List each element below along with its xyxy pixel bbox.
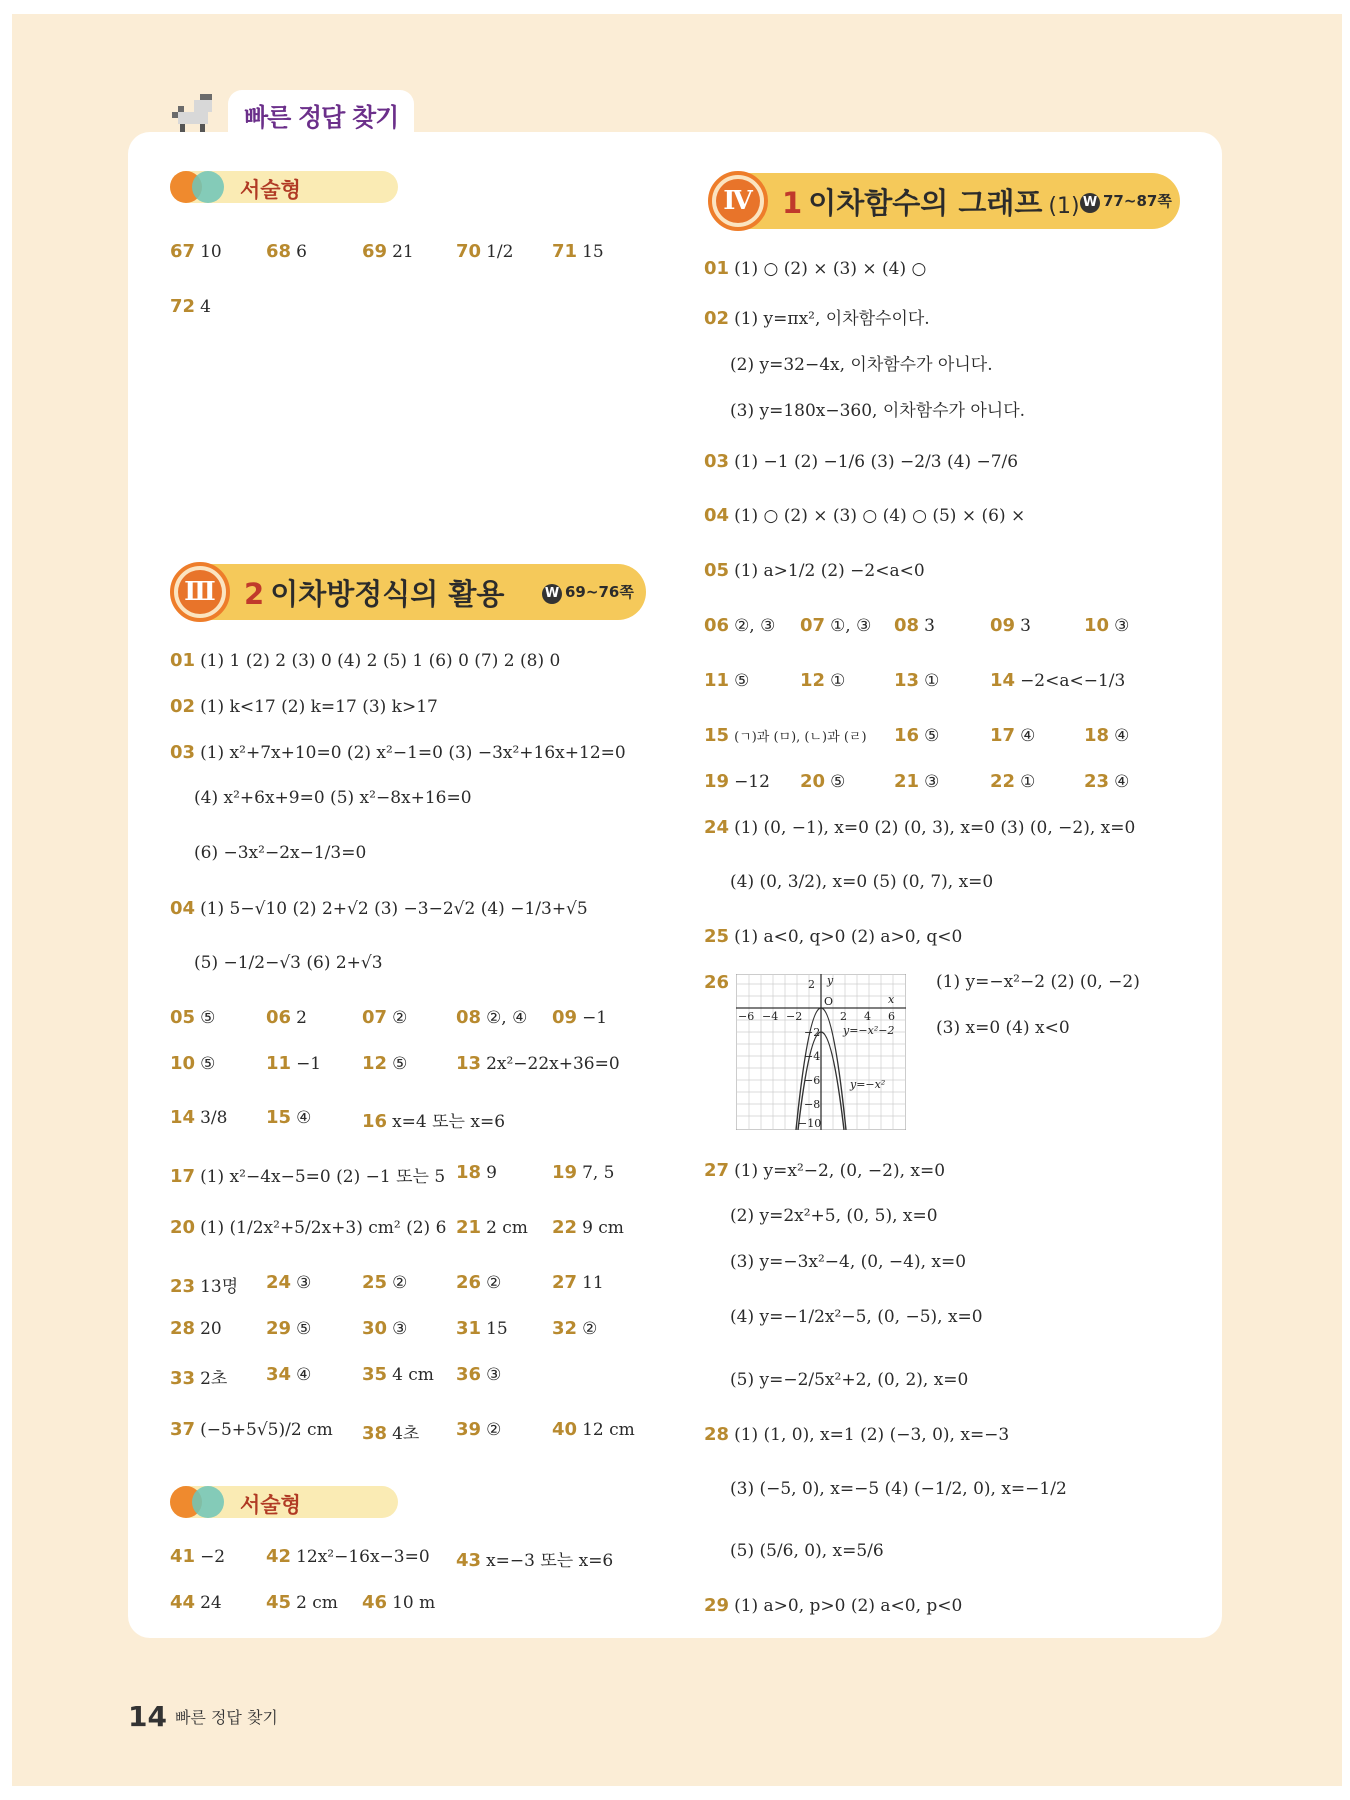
answer-item: 15 ④ [266,1107,312,1128]
answer-item: 28 (1) (1, 0), x=1 (2) (−3, 0), x=−3 [704,1424,1010,1445]
answer-item: 20 ⑤ [800,771,846,792]
answer-item: 06 2 [266,1007,307,1028]
answer-item: 01 (1) 1 (2) 2 (3) 0 (4) 2 (5) 1 (6) 0 (7) 2 (8) 0 [170,650,561,671]
answer-item: 27 11 [552,1272,604,1293]
answer-item: (3) y=−3x²−4, (0, −4), x=0 [730,1252,967,1272]
answer-item: 19 −12 [704,771,770,792]
unit-banner-4 [710,173,1180,229]
parabola-graph [736,974,906,1130]
horse-mascot-icon [170,92,216,134]
answer-item: 34 ④ [266,1364,312,1385]
answer-item: 45 2 cm [266,1592,338,1613]
answer-item: 06 ②, ③ [704,615,776,636]
answer-item: 68 6 [266,241,307,262]
answer-item: 24 ③ [266,1272,312,1293]
answer-item: 02 (1) k<17 (2) k=17 (3) k>17 [170,696,438,717]
unit-title: 이차방정식의 활용 [270,577,505,611]
answer-item: 70 1/2 [456,241,514,262]
answer-item: 46 10 m [362,1592,436,1613]
x-tick: 4 [864,1010,871,1023]
answer-item: 21 2 cm [456,1217,528,1238]
answer-item: 11 −1 [266,1053,322,1074]
answer-item: 16 x=4 또는 x=6 [362,1111,506,1132]
answer-item: (5) −1/2−√3 (6) 2+√3 [194,953,383,973]
bead-icon [192,1486,224,1518]
answer-item: 69 21 [362,241,414,262]
unit-roman-badge: Ⅲ [170,562,230,622]
answer-item: 31 15 [456,1318,508,1339]
bead-icon [192,171,224,203]
answer-item: 23 13명 [170,1276,239,1297]
answer-item: 13 2x²−22x+36=0 [456,1053,620,1074]
answer-item: 18 ④ [1084,725,1130,746]
x-tick: −4 [762,1010,779,1023]
answer-item: 13 ① [894,670,940,691]
answer-item: (3) y=180x−360, 이차함수가 아니다. [730,401,1026,421]
answer-item: (4) (0, 3/2), x=0 (5) (0, 7), x=0 [730,872,994,892]
answer-item: 05 (1) a>1/2 (2) −2<a<0 [704,560,925,581]
answer-item: 03 (1) −1 (2) −1/6 (3) −2/3 (4) −7/6 [704,451,1019,472]
y-tick: 2 [808,978,815,991]
x-tick: −6 [738,1010,755,1023]
answer-item: 07 ①, ③ [800,615,872,636]
answer-item: (4) x²+6x+9=0 (5) x²−8x+16=0 [194,788,472,808]
answer-item: 26 [704,972,730,993]
answer-item: 25 (1) a<0, q>0 (2) a>0, q<0 [704,926,963,947]
answer-item: 27 (1) y=x²−2, (0, −2), x=0 [704,1160,946,1181]
answer-item: (5) (5/6, 0), x=5/6 [730,1541,884,1561]
answer-item: (2) y=32−4x, 이차함수가 아니다. [730,355,993,375]
y-tick: −10 [798,1117,822,1130]
y-tick: −6 [804,1074,821,1087]
answer-item: 15 (ㄱ)과 (ㅁ), (ㄴ)과 (ㄹ) [704,725,867,746]
x-axis-label: x [888,993,895,1006]
answer-item: 20 (1) (1/2x²+5/2x+3) cm² (2) 6 [170,1217,447,1238]
y-axis-label: y [827,974,834,987]
answer-item: 36 ③ [456,1364,502,1385]
workbook-ref: W 77~87쪽 [1080,190,1172,213]
answer-item: 17 ④ [990,725,1036,746]
answer-item: 10 ⑤ [170,1053,216,1074]
answer-item: 28 20 [170,1318,222,1339]
curve1-label: y=−x²−2 [843,1024,895,1037]
answer-item: 40 12 cm [552,1419,635,1440]
y-tick: −2 [804,1026,821,1039]
footer-label: 빠른 정답 찾기 [174,1708,278,1727]
answer-item: 67 10 [170,241,222,262]
answer-item: 25 ② [362,1272,408,1293]
page-number: 14 [128,1700,167,1733]
y-tick: −4 [804,1050,821,1063]
answer-item: 38 4초 [362,1423,420,1444]
x-tick: 6 [888,1010,895,1023]
answer-item: 30 ③ [362,1318,408,1339]
answer-item: 35 4 cm [362,1364,434,1385]
answer-item: 14 3/8 [170,1107,228,1128]
answer-item: 09 −1 [552,1007,608,1028]
answer-item: 26 ② [456,1272,502,1293]
answer-item: 39 ② [456,1419,502,1440]
workbook-icon: W [542,584,562,604]
unit-number: 2 [244,577,265,611]
answer-item: 22 9 cm [552,1217,624,1238]
answer-item: 07 ② [362,1007,408,1028]
answer-item: (3) x=0 (4) x<0 [936,1018,1070,1038]
answer-item: 08 ②, ④ [456,1007,528,1028]
unit-part: (1) [1048,194,1080,219]
header-title: 빠른 정답 찾기 [244,103,399,132]
answer-item: 24 (1) (0, −1), x=0 (2) (0, 3), x=0 (3) (0, −2), x=0 [704,817,1136,838]
x-tick: 2 [840,1010,847,1023]
answer-item: 11 ⑤ [704,670,750,691]
answer-item: 16 ⑤ [894,725,940,746]
answer-item: 72 4 [170,296,211,317]
page-footer [128,1700,278,1733]
answer-item: 08 3 [894,615,935,636]
unit-roman-badge: Ⅳ [708,171,768,231]
answer-item: 33 2초 [170,1368,228,1389]
workbook-icon: W [1080,193,1100,213]
answer-item: 44 24 [170,1592,222,1613]
unit-title: 이차함수의 그래프 [808,186,1043,220]
answer-item: 21 ③ [894,771,940,792]
answer-item: 41 −2 [170,1546,226,1567]
answer-item: 29 ⑤ [266,1318,312,1339]
answer-item: 22 ① [990,771,1036,792]
answer-item: 71 15 [552,241,604,262]
answer-item: 10 ③ [1084,615,1130,636]
answer-item: (2) y=2x²+5, (0, 5), x=0 [730,1206,938,1226]
answer-item: 18 9 [456,1162,497,1183]
curve2-label: y=−x² [850,1078,886,1091]
unit-banner-3 [172,564,646,620]
unit-number: 1 [782,186,803,220]
answer-item: 09 3 [990,615,1031,636]
answer-item: 03 (1) x²+7x+10=0 (2) x²−1=0 (3) −3x²+16x+12=0 [170,742,626,763]
answer-item: (1) y=−x²−2 (2) (0, −2) [936,972,1140,992]
essay-section-label: 서술형 [170,1486,398,1518]
answer-item: 17 (1) x²−4x−5=0 (2) −1 또는 5 [170,1166,446,1187]
answer-item: 04 (1) ○ (2) × (3) ○ (4) ○ (5) × (6) × [704,505,1026,526]
answer-item: 04 (1) 5−√10 (2) 2+√2 (3) −3−2√2 (4) −1/3+√5 [170,898,588,919]
answer-item: 02 (1) y=πx², 이차함수이다. [704,308,930,329]
answer-item: 01 (1) ○ (2) × (3) × (4) ○ [704,258,927,279]
answer-item: 12 ⑤ [362,1053,408,1074]
answer-item: (6) −3x²−2x−1/3=0 [194,843,367,863]
workbook-ref: W 69~76쪽 [542,581,634,604]
answer-item: 12 ① [800,670,846,691]
answer-item: (5) y=−2/5x²+2, (0, 2), x=0 [730,1370,969,1390]
answer-item: 23 ④ [1084,771,1130,792]
answer-item: 32 ② [552,1318,598,1339]
answer-card [128,132,1222,1638]
y-tick: −8 [804,1098,821,1111]
answer-item: 14 −2<a<−1/3 [990,670,1126,691]
answer-item: 43 x=−3 또는 x=6 [456,1550,614,1571]
x-tick: −2 [786,1010,803,1023]
origin-label: O [824,995,834,1008]
answer-item: 19 7, 5 [552,1162,615,1183]
answer-item: 37 (−5+5√5)/2 cm [170,1419,333,1440]
answer-item: (4) y=−1/2x²−5, (0, −5), x=0 [730,1307,983,1327]
essay-section-label: 서술형 [170,171,398,203]
answer-item: 05 ⑤ [170,1007,216,1028]
answer-item: 42 12x²−16x−3=0 [266,1546,430,1567]
answer-item: 29 (1) a>0, p>0 (2) a<0, p<0 [704,1595,963,1616]
answer-item: (3) (−5, 0), x=−5 (4) (−1/2, 0), x=−1/2 [730,1479,1067,1499]
